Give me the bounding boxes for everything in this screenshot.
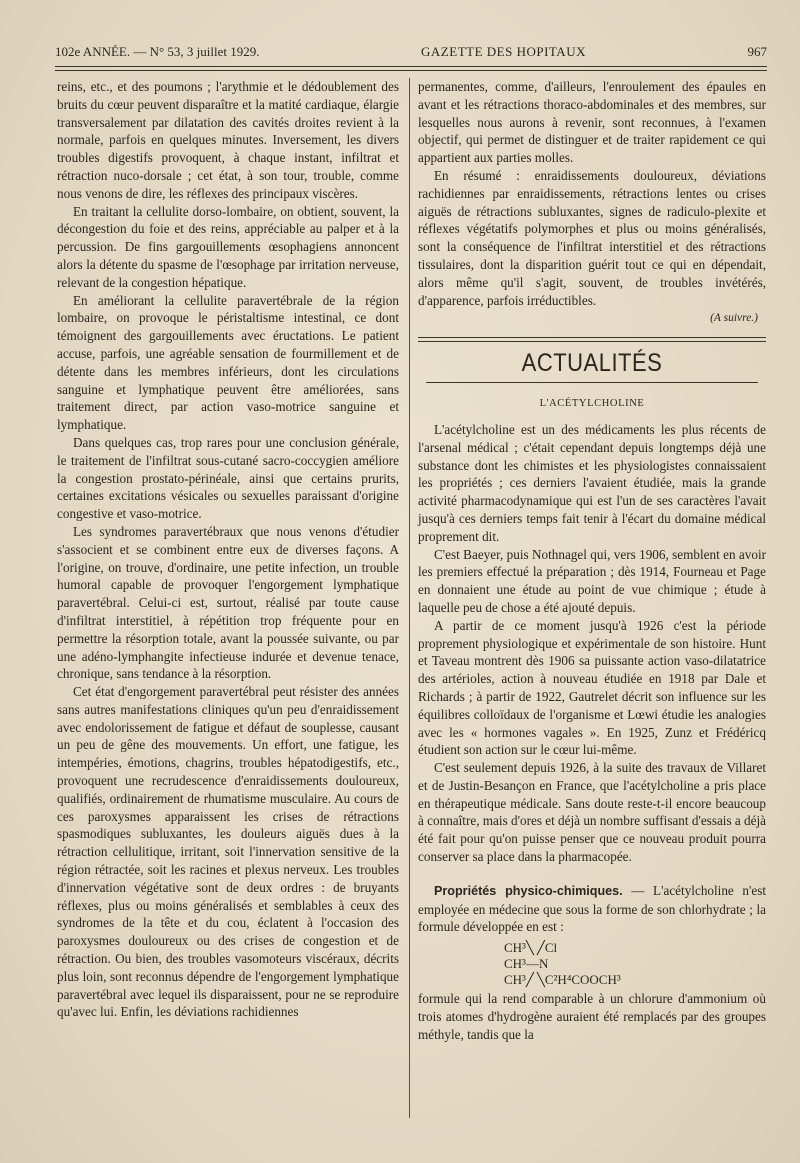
- page-number: 967: [747, 44, 767, 59]
- properties-paragraph: [418, 882, 766, 936]
- article-title: L'ACÉTYLCHOLINE: [539, 398, 645, 410]
- paragraph: En traitant la cellulite dorso-lombaire, on obtient, souvent, la décongestion du foie et des reins, appréciable au palper et à la percussion. De fins gargouillements œsophagiens annoncent alors la détente du spasme de l'œsophage par irritation nerveuse, relevant de la congestion hépatique.: [57, 203, 399, 290]
- right-column: [418, 78, 766, 1044]
- column-separator: [409, 78, 410, 1118]
- formula-line-1: CH³╲ ╱Cl: [504, 940, 558, 956]
- chemical-formula: [504, 940, 766, 988]
- paragraph: Cet état d'engorgement paravertébral peut résister des années sans autres manifestations cliniques qu'un peu d'enraidissement avec endolorissement de fatigue et défaut de souplesse, causant un peu de gêne des mouvements. Un effort, une fatigue, les intempéries, émotions, chagrins, troubles hépatodigestifs, etc., provoquent une recrudescence d'enraidissements douloureux, qualifiés, ordinairement de rhumatisme musculaire. Au cours de ces paroxysmes apparaissent les crises de rétractions spasmodiques subluxantes, les douleurs aiguës dues à la rétraction cellulitique, irritant, soit l'innervation sensitive de la région rétractée, soit les racines et plexus nerveux. Les troubles d'innervation végétative sont de deux ordres : de bruyants réflexes, plus ou moins généralisés et semblables à ceux des syndromes de la tête et du cou, éclatent à l'occasion des paroxysmes douloureux ou des crises de congestion et de rétraction. Ou bien, des troubles vasomoteurs viscéraux, décrits plus loin, sont reconnus dépendre de l'engorgement lymphatique paravertébral avec lequel ils disparaissent, pour ne se reproduire qu'avec lui. Enfin, les déviations rachidiennes: [57, 684, 399, 1020]
- formula-line-3: CH³╱ ╲C²H⁴COOCH³: [504, 972, 621, 988]
- paragraph: C'est Baeyer, puis Nothnagel qui, vers 1906, semblent en avoir les premiers effectué la préparation ; dès 1914, Fourneau et Page en donnaient une étude au point de vue chimique ; étude à laquelle peu de chose a été ajouté depuis.: [418, 546, 766, 615]
- article-continuation: [418, 78, 766, 309]
- properties-heading: Propriétés physico-chimiques.: [434, 883, 623, 898]
- paragraph: permanentes, comme, d'ailleurs, l'enroulement des épaules en avant et les rétractions thoraco-abdominales et des membres, sur lesquelles nous aurons à revenir, sont reconnues, à l'examen objectif, qui permet de distinguer et de traiter rapidement ce qui appartient aux parties molles.: [418, 79, 766, 166]
- paragraph: Les syndromes paravertébraux que nous venons d'étudier s'associent et se combinent entre eux de diverses façons. A l'origine, on trouve, d'ordinaire, une petite infection, un trouble humoral capable de provoquer l'engorgement lymphatique paravertébral. Celui-ci est, surtout, réalisé par toute cause d'infiltrat interstitiel, à répétition trop fréquente pour en permettre la résorption totale, avant la poussée suivante, ou par une adéno-lymphangite infectieuse indurée et devenue tenace, chronique, sans tendance à la résorption.: [57, 523, 399, 682]
- properties-text: — L'acétylcholine n'est employée en médecine que sous la forme de son chlorhydrate ; la formule développée en est :: [418, 882, 766, 935]
- header-rule-thin: [55, 70, 767, 71]
- section-rule: [418, 337, 766, 338]
- left-column: [57, 78, 399, 1021]
- paragraph: Dans quelques cas, trop rares pour une conclusion générale, le traitement de l'infiltrat sous-cutané sacro-coccygien améliore la congestion prostato-périnéale, ainsi que certains prurits, certaines excitations vésicales ou sexuelles paraissant d'origine congestive et vaso-motrice.: [57, 434, 399, 522]
- article-body: [418, 421, 766, 866]
- section-title: ACTUALITÉS: [521, 348, 663, 377]
- paragraph: reins, etc., et des poumons ; l'arythmie et le dédoublement des bruits du cœur peuvent disparaître et la matité cardiaque, élargie transversalement par dilatation des cavités droites revient à la normale, parfois en quelques minutes. Inversement, les divers troubles digestifs provoquent, à chaque instant, infiltrat et rétraction nuco-dorsale ; cet état, à son tour, trouble, comme nous venons de dire, les réflexes des principaux viscères.: [57, 79, 399, 201]
- formula-explanation: formule qui la rend comparable à un chlorure d'ammonium où trois atomes d'hydrogène auraient été remplacés par des groupes méthyle, tandis que la: [418, 991, 766, 1042]
- paragraph: L'acétylcholine est un des médicaments les plus récents de l'arsenal médical ; c'était cependant depuis longtemps déjà une substance dont les chimistes et les physiologistes connaissaient les propriétés ; ces derniers l'avaient étudiée, mais la grande activité pharmacodynamique qui est l'un de ses caractères l'avait jusqu'à ces derniers temps fait tenir à l'écart du domaine médical proprement dit.: [418, 421, 766, 544]
- header-rule: [55, 66, 767, 67]
- running-header: [55, 44, 767, 62]
- journal-title: GAZETTE DES HOPITAUX: [421, 44, 586, 59]
- paragraph: C'est seulement depuis 1926, à la suite des travaux de Villaret et de Justin-Besançon en France, que l'acétylcholine a pris place en thérapeutique médicale. Sans doute reste-t-il encore beaucoup à connaître, mais d'ores et déjà un nombre suffisant d'essais a déjà été fait pour qu'on puisse penser que ce nouveau produit pourra conserver sa place dans la pharmacopée.: [418, 760, 767, 865]
- section-title-underline: [426, 382, 758, 383]
- to-be-continued: (A suivre.): [710, 312, 758, 325]
- section-rule-2: [418, 341, 766, 342]
- formula-line-2: CH³—N: [504, 956, 549, 972]
- issue-info: 102e ANNÉE. — N° 53, 3 juillet 1929.: [55, 44, 260, 59]
- paragraph: En améliorant la cellulite paravertébrale de la région lombaire, on provoque le péristaltisme intestinal, ce dont témoignent des gargouillements avec éructations. Le patient accuse, parfois, une agréable sensation de fourmillement et de détente dans les membres inférieurs, dont les circulations sanguine et lymphatique peuvent être améliorées, sans traitement direct, par action vaso-motrice sanguine et lymphatique.: [57, 292, 399, 433]
- paragraph: En résumé : enraidissements douloureux, déviations rachidiennes par enraidissements, rétractions lentes ou crises aiguës de rétractions subluxantes, signes de radiculo-plexite et réflexes végétatifs polymorphes et plus ou moins généralisés, sont la conséquence de l'infiltrat interstitiel et des rétractions tissulaires, dont la disparition guérit tout ce qui en dépendait, alors même qu'il s'agit, souvent, de troubles invétérés, d'apparence, parfois irréductibles.: [418, 167, 766, 308]
- paragraph: A partir de ce moment jusqu'à 1926 c'est la période proprement physiologique et expérimentale de son histoire. Hunt et Taveau montrent dès 1906 sa puissante action vaso-dilatatrice des artérioles, action à nouveau étudiée en 1918 par Dale et Richards ; à partir de 1922, Gautrelet décrit son influence sur les équilibres colloïdaux de l'organisme et Lœwi étudie les analogies avec les « hormones vagales ». En 1925, Zunz et Frédéricq étudient son action sur le cœur lui-même.: [418, 617, 766, 758]
